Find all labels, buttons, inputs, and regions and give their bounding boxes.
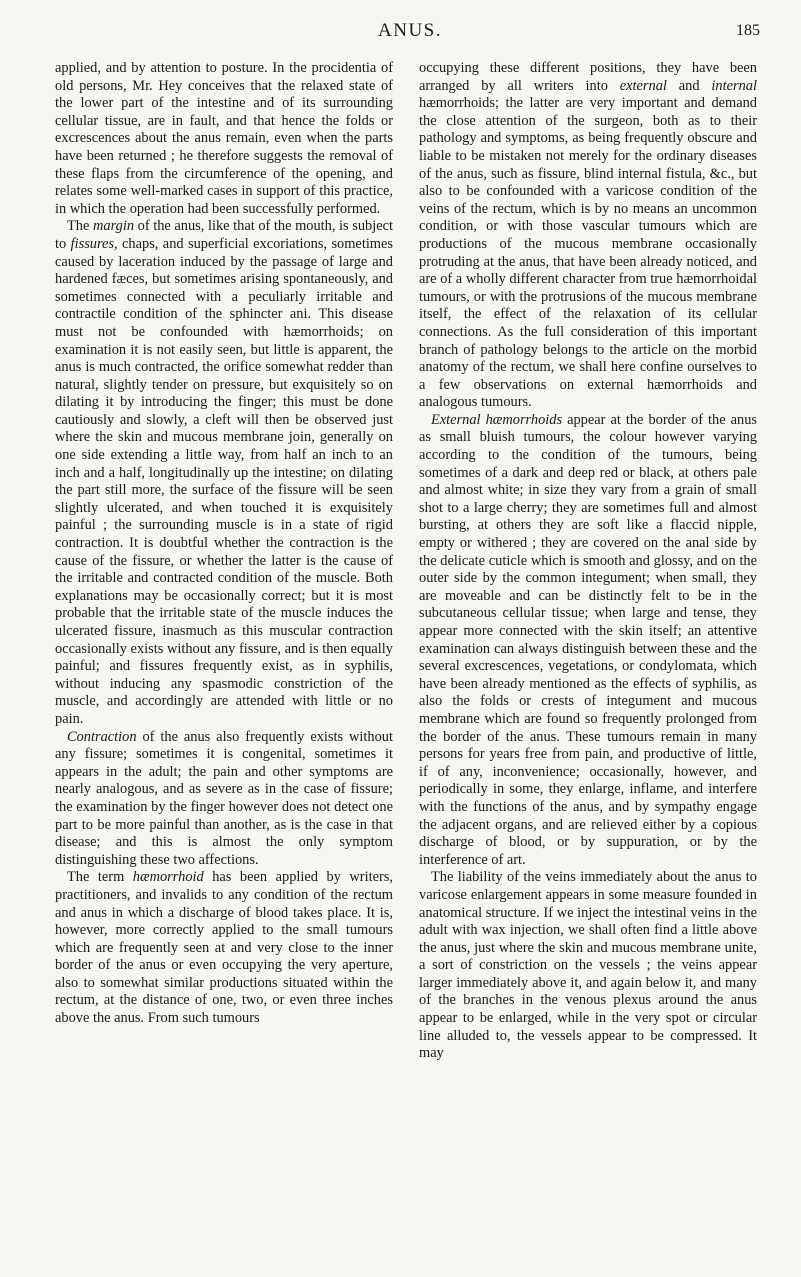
text-run: of the anus, like that of the mouth, is subject to xyxy=(55,218,394,252)
text-run: has been applied by writers, practitioners, and invalids to any condition of the rectum and anus in which a discharge of blood takes place. It is, however, more correctly applied to the small tumours which are frequently seen at and very close to the inner border of the anus or even occupying the very aperture, also to somewhat similar productions situated within the rectum, at the distance of one, two, or even three inches above the anus. From such tumours xyxy=(55,869,393,1027)
paragraph-contraction xyxy=(55,729,393,870)
paragraph-classification xyxy=(419,60,757,412)
page-header xyxy=(60,20,760,48)
emphasis-haemorrhoid: hæmorrhoid xyxy=(132,869,204,886)
emphasis-internal: internal xyxy=(711,77,757,94)
text-run: occupying these different positions, they have been arranged by all writers into xyxy=(419,60,757,94)
emphasis-fissures: fissures, xyxy=(70,235,118,252)
paragraph-procidentia: applied, and by attention to posture. In the procidentia of old persons, Mr. Hey conceives that the relaxed state of the lower part of the intestine and of its surrounding cellular tissue, are in fault, and that hence the folds or excrescences about the anus remain, even when the parts have been returned ; he therefore suggests the removal of these flaps from the circumference of the opening, and relates some well-marked cases in support of this practice, in which the operation had been successfully performed. xyxy=(55,60,393,217)
emphasis-external-haemorrhoids: External hæmorrhoids xyxy=(431,411,563,428)
text-run: The xyxy=(67,218,93,235)
text-run: appear at the border of the anus as small bluish tumours, the colour however varying according to the condition of the tumours, being sometimes of a dark and deep red or black, at others pale and almost white; in size they vary from a grain of small shot to a large cherry; they are sometimes full and almost bursting, at others they are soft like a flaccid nipple, empty or withered ; they are covered on the anal side by the delicate cuticle which is smooth and glossy, and on the outer side by the common integument; when small, they are moveable and can be distinctly felt to be in the subcutaneous cellular tissue; when large and tense, they appear more connected with the skin itself; an attentive examination can always distinguish between these and the several excrescences, vegetations, or condylomata, which have been already mentioned as the effects of syphilis, as also the folds or crests of integument and mucous membrane which are found so frequently prolonged from the border of the anus. These tumours remain in many persons for years free from pain, and productive of little, if of any, inconvenience; occasionally, however, and periodically in some, they enlarge, inflame, and interfere with the functions of the anus, and by sympathy engage the adjacent organs, and are relieved either by a copious discharge of blood, or by suppuration, or by the interference of art. xyxy=(419,411,758,868)
left-column xyxy=(55,60,393,1028)
emphasis-contraction: Contraction xyxy=(67,728,137,745)
paragraph-haemorrhoid xyxy=(55,869,393,1027)
text-run: and xyxy=(666,77,712,94)
running-head: ANUS. xyxy=(378,20,442,41)
text-run: The term xyxy=(67,869,133,886)
text-run: hæmorrhoids; the latter are very important and demand the close attention of the surgeon, both as to their pathology and symptoms, as being frequently obscure and liable to be mistaken not merely for the ordinary diseases of the anus, such as fissure, blind internal fistula, &c., but also to be confounded with a varicose condition of the veins of the rectum, which is by no means an uncommon condition, or with those vascular tumours which are productions of the mucous membrane occasionally protruding at the anus, that have been already noticed, and are of a wholly different character from true hæmorrhoidal tumours, or with the protrusions of the mucous membrane itself, the effect of the relaxation of its cellular connections. As the full consideration of this important branch of pathology belongs to the article on the morbid anatomy of the rectum, we shall here confine ourselves to a few observations on external hæmorrhoids and analogous tumours. xyxy=(419,95,757,411)
text-run: of the anus also frequently exists without any fissure; sometimes it is congenital, sometimes it appears in the adult; the pain and other symptoms are nearly analogous, and as severe as in the case of fissure; the examination by the finger however does not detect one part to be more painful than another, as is the case in that disease; and this is almost the only symptom distinguishing these two affections. xyxy=(55,728,393,868)
emphasis-external: external xyxy=(619,77,667,94)
paragraph-fissures xyxy=(55,218,393,728)
page-number: 185 xyxy=(736,22,760,39)
emphasis-margin: margin xyxy=(92,218,135,235)
paragraph-veins: The liability of the veins immediately about the anus to varicose enlargement appears in some measure founded in anatomical structure. If we inject the intestinal veins in the adult with wax injection, we shall often find a little above the anus, just where the skin and mucous membrane unite, a sort of constriction on the vessels ; the veins appear larger immediately above it, and again below it, and many of the branches in the venous plexus around the anus appear to be enlarged, while in the very spot or circular line alluded to, the vessels appear to be compressed. It may xyxy=(419,869,757,1062)
right-column xyxy=(419,60,757,1063)
text-run: chaps, and superficial excoriations, sometimes caused by laceration induced by the passage of large and hardened fæces, but sometimes arising spontaneously, and sometimes connected with a peculiarly irritable and contractile condition of the sphincter ani. This disease must not be confounded with hæmorrhoids; on examination it is not easily seen, but little is apparent, the anus is much contracted, the orifice somewhat redder than natural, slightly tender on pressure, but exquisitely so on dilating it by introducing the finger; this must be done cautiously and slowly, a cleft will then be observed just where the skin and mucous membrane join, generally on one side extending a little way, from half an inch to an inch and a half, longitudinally up the intestine; on dilating the part still more, the surface of the fissure will be seen slightly ulcerated, and when touched it is exquisitely painful ; the surrounding muscle is in a state of rigid contraction. It is doubtful whether the contraction is the cause of the fissure, or whether the latter is the cause of the irritable and contracted condition of the muscle. Both explanations may be occasionally correct; but it is most probable that the irritable state of the muscle induces the ulcerated fissure, inasmuch as this muscular contraction occasionally exists without any fissure, and is then equally painful; and fissures frequently exist, as in syphilis, without inducing any spasmodic constriction of the muscle, and accordingly are attended with little or no pain. xyxy=(55,235,393,727)
paragraph-external-haemorrhoids xyxy=(419,412,757,869)
